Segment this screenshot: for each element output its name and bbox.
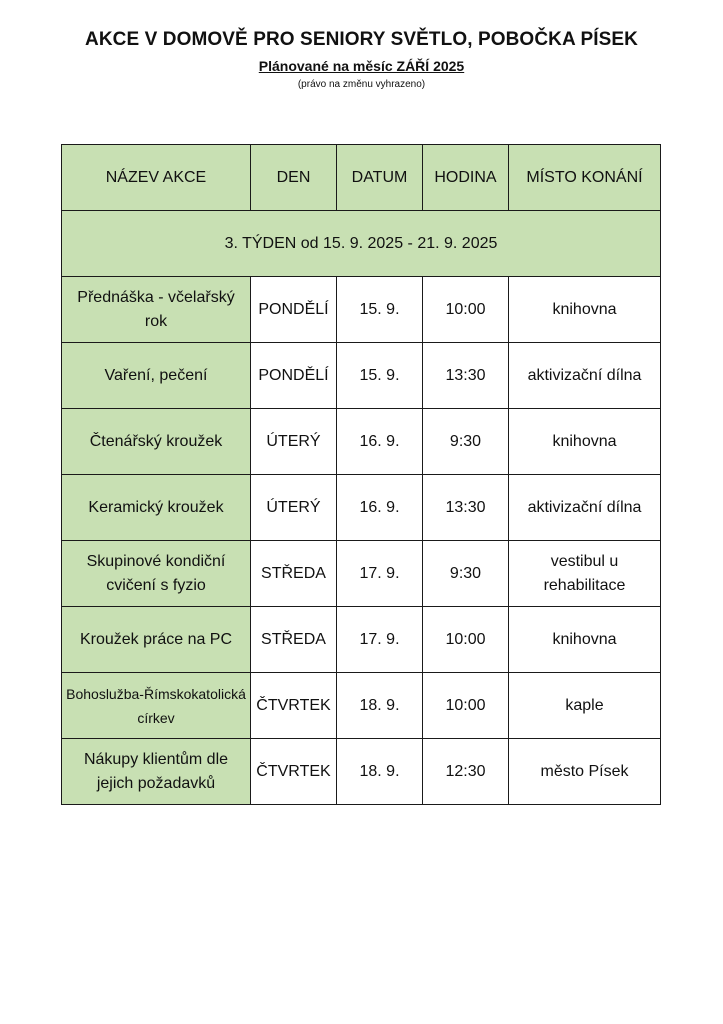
event-day-cell: PONDĚLÍ xyxy=(251,277,337,343)
event-name-cell: Bohoslužba-Římskokatolická církev xyxy=(62,673,251,739)
event-date-cell: 16. 9. xyxy=(337,475,423,541)
event-place-cell: vestibul u rehabilitace xyxy=(509,541,661,607)
event-day-cell: STŘEDA xyxy=(251,541,337,607)
event-time-cell: 10:00 xyxy=(423,607,509,673)
event-time-cell: 12:30 xyxy=(423,739,509,805)
event-name-cell: Přednáška - včelařský rok xyxy=(62,277,251,343)
table-row xyxy=(62,739,661,805)
event-name-cell: Kroužek práce na PC xyxy=(62,607,251,673)
column-header-day: DEN xyxy=(251,145,337,211)
column-header-name: NÁZEV AKCE xyxy=(62,145,251,211)
event-day-cell: ČTVRTEK xyxy=(251,739,337,805)
event-day-cell: ÚTERÝ xyxy=(251,409,337,475)
table-row xyxy=(62,409,661,475)
page-subtitle: Plánované na měsíc ZÁŘÍ 2025 xyxy=(258,58,465,74)
table-row xyxy=(62,475,661,541)
event-time-cell: 13:30 xyxy=(423,343,509,409)
table-row xyxy=(62,673,661,739)
event-place-cell: aktivizační dílna xyxy=(509,343,661,409)
event-place-cell: kaple xyxy=(509,673,661,739)
column-header-time: HODINA xyxy=(423,145,509,211)
event-place-cell: město Písek xyxy=(509,739,661,805)
document-header xyxy=(0,28,723,91)
week-row xyxy=(62,211,661,277)
event-day-cell: ČTVRTEK xyxy=(251,673,337,739)
table-header-row xyxy=(62,145,661,211)
event-name-cell: Skupinové kondiční cvičení s fyzio xyxy=(62,541,251,607)
event-day-cell: PONDĚLÍ xyxy=(251,343,337,409)
event-date-cell: 17. 9. xyxy=(337,607,423,673)
event-name-cell: Vaření, pečení xyxy=(62,343,251,409)
event-date-cell: 18. 9. xyxy=(337,739,423,805)
event-date-cell: 16. 9. xyxy=(337,409,423,475)
table-row xyxy=(62,541,661,607)
event-date-cell: 15. 9. xyxy=(337,343,423,409)
event-date-cell: 18. 9. xyxy=(337,673,423,739)
disclaimer-note: (právo na změnu vyhrazeno) xyxy=(297,79,426,90)
event-time-cell: 10:00 xyxy=(423,277,509,343)
event-place-cell: knihovna xyxy=(509,277,661,343)
schedule-table xyxy=(61,144,661,805)
event-time-cell: 10:00 xyxy=(423,673,509,739)
event-name-cell: Nákupy klientům dle jejich požadavků xyxy=(62,739,251,805)
table-row xyxy=(62,343,661,409)
table-row xyxy=(62,277,661,343)
event-day-cell: ÚTERÝ xyxy=(251,475,337,541)
event-time-cell: 13:30 xyxy=(423,475,509,541)
column-header-place: MÍSTO KONÁNÍ xyxy=(509,145,661,211)
table-row xyxy=(62,607,661,673)
event-time-cell: 9:30 xyxy=(423,409,509,475)
event-place-cell: aktivizační dílna xyxy=(509,475,661,541)
event-name-cell: Keramický kroužek xyxy=(62,475,251,541)
week-label: 3. TÝDEN od 15. 9. 2025 - 21. 9. 2025 xyxy=(62,211,661,277)
column-header-date: DATUM xyxy=(337,145,423,211)
event-place-cell: knihovna xyxy=(509,409,661,475)
page-title: AKCE V DOMOVĚ PRO SENIORY SVĚTLO, POBOČKA PÍSEK xyxy=(85,29,638,50)
event-date-cell: 17. 9. xyxy=(337,541,423,607)
event-name-cell: Čtenářský kroužek xyxy=(62,409,251,475)
event-time-cell: 9:30 xyxy=(423,541,509,607)
event-date-cell: 15. 9. xyxy=(337,277,423,343)
event-place-cell: knihovna xyxy=(509,607,661,673)
event-day-cell: STŘEDA xyxy=(251,607,337,673)
